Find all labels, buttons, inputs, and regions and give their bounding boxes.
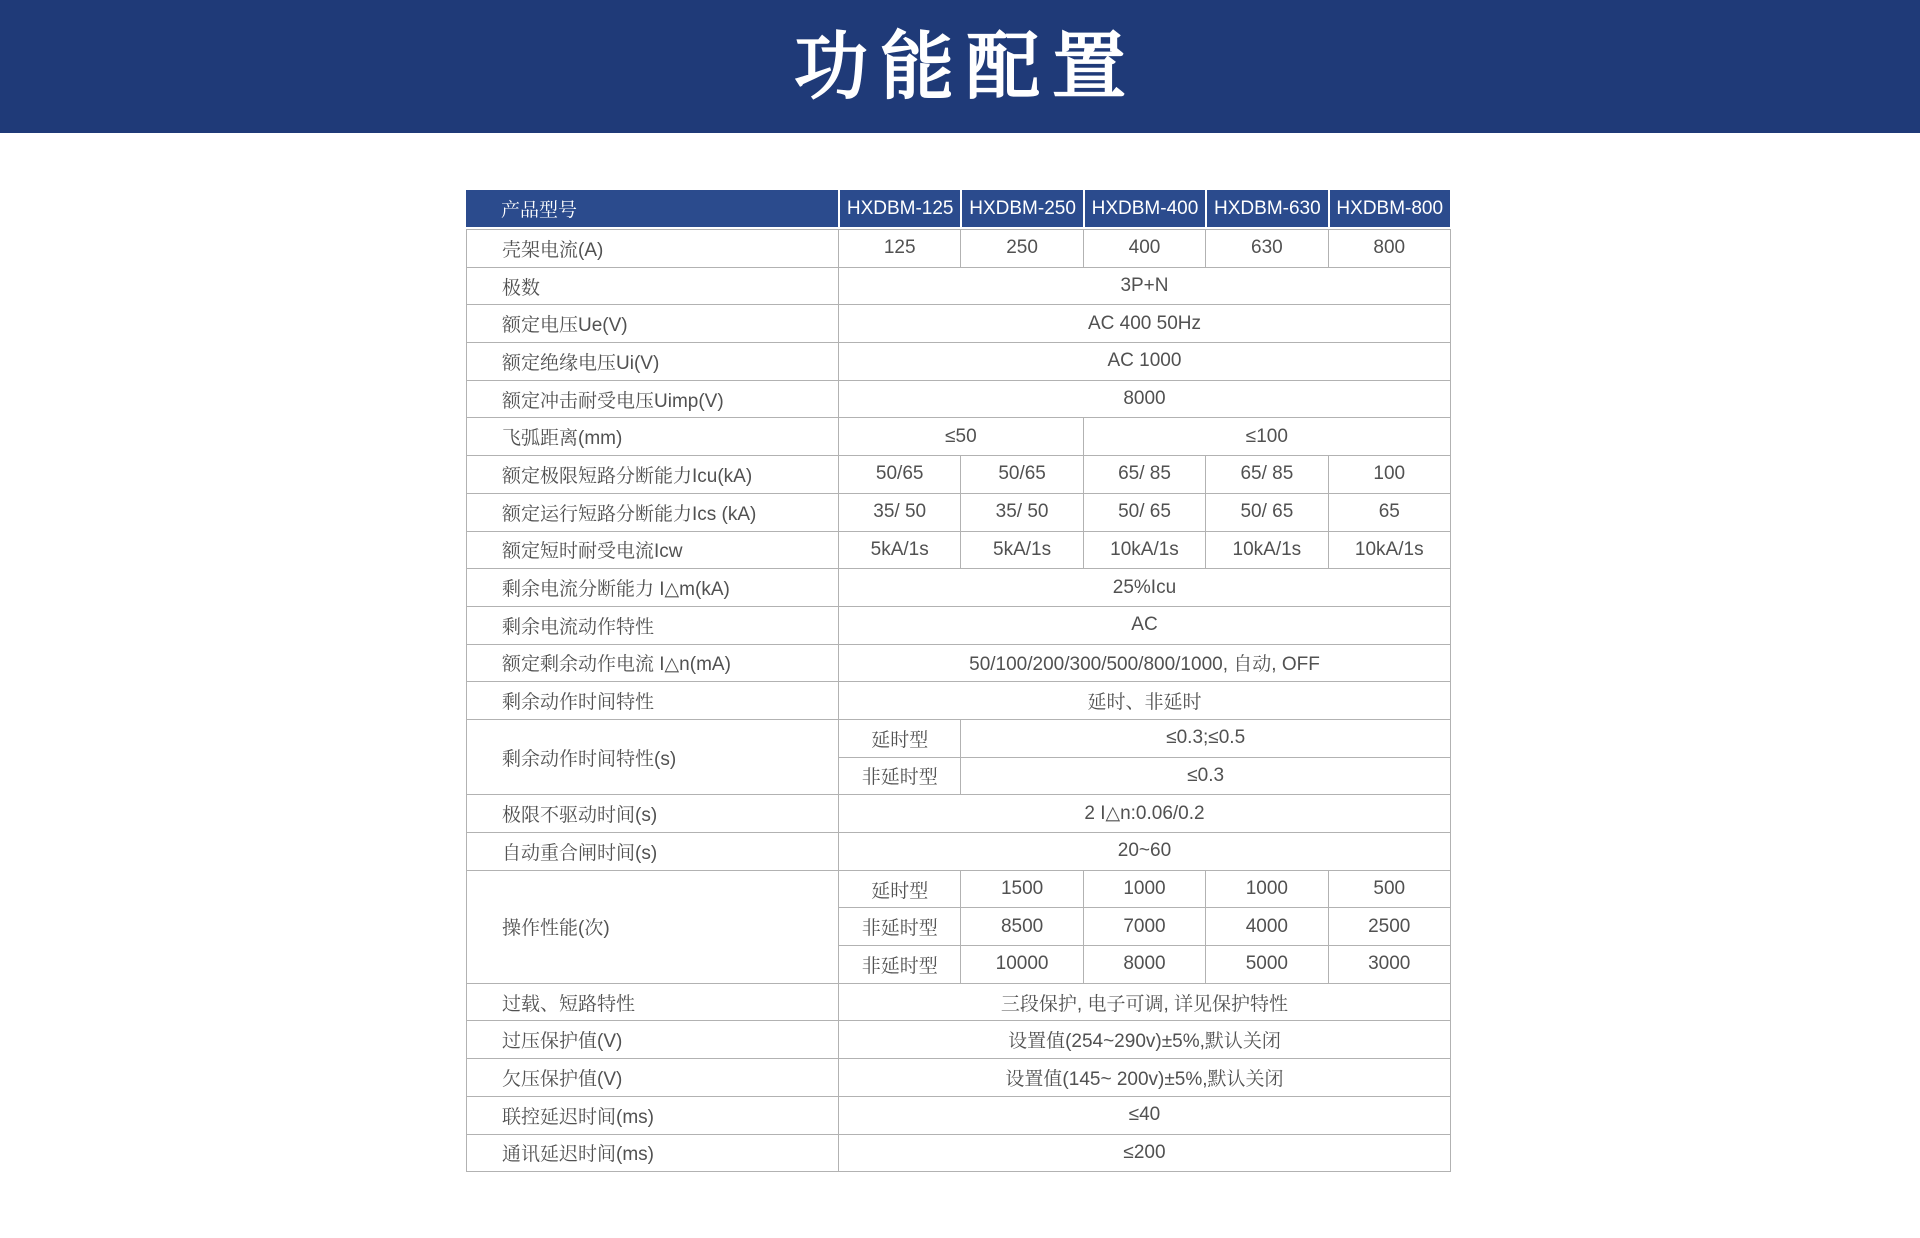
table-row [467,870,1451,908]
table-header-row [466,190,1450,227]
value-cell: AC [839,606,1451,644]
spec-table-container [466,190,1450,1172]
value-cell: 10000 [961,946,1083,984]
table-row [467,380,1451,418]
value-cell: 10kA/1s [1206,531,1328,569]
row-label: 欠压保护值(V) [467,1059,839,1097]
row-label: 飞弧距离(mm) [467,418,839,456]
row-label: 自动重合闸时间(s) [467,833,839,871]
value-cell: 1000 [1206,870,1328,908]
value-cell: 三段保护, 电子可调, 详见保护特性 [839,983,1451,1021]
table-row [467,833,1451,871]
value-cell: AC 400 50Hz [839,305,1451,343]
value-cell: 设置值(145~ 200v)±5%,默认关闭 [839,1059,1451,1097]
value-cell: 630 [1206,230,1328,268]
value-cell: 8000 [1083,946,1205,984]
row-label: 极数 [467,267,839,305]
column-header: HXDBM-800 [1328,190,1450,227]
row-label: 额定绝缘电压Ui(V) [467,343,839,381]
column-header: HXDBM-125 [838,190,960,227]
value-cell: 延时、非延时 [839,682,1451,720]
value-cell: 5kA/1s [839,531,961,569]
table-row [467,1134,1451,1172]
column-header: HXDBM-400 [1083,190,1205,227]
table-row [467,569,1451,607]
row-label: 过压保护值(V) [467,1021,839,1059]
value-cell: ≤50 [839,418,1084,456]
value-cell: 设置值(254~290v)±5%,默认关闭 [839,1021,1451,1059]
table-row [467,343,1451,381]
row-label: 通讯延迟时间(ms) [467,1134,839,1172]
value-cell: AC 1000 [839,343,1451,381]
column-header: HXDBM-250 [960,190,1082,227]
value-cell: 50/ 65 [1206,493,1328,531]
value-cell: 800 [1328,230,1450,268]
value-cell: ≤100 [1083,418,1450,456]
value-cell: 65/ 85 [1083,456,1205,494]
sub-row-label: 延时型 [839,719,961,757]
table-row [467,1021,1451,1059]
row-label: 壳架电流(A) [467,230,839,268]
row-label: 额定冲击耐受电压Uimp(V) [467,380,839,418]
value-cell: 125 [839,230,961,268]
row-label: 额定运行短路分断能力Ics (kA) [467,493,839,531]
table-row [467,230,1451,268]
row-label: 过载、短路特性 [467,983,839,1021]
table-row [467,456,1451,494]
table-row [467,606,1451,644]
value-cell: 50/65 [839,456,961,494]
row-label: 额定电压Ue(V) [467,305,839,343]
sub-row-label: 非延时型 [839,946,961,984]
page-title: 功能配置 [794,24,1138,108]
value-cell: 1500 [961,870,1083,908]
value-cell: 4000 [1206,908,1328,946]
spec-table [466,229,1451,1172]
table-row [467,682,1451,720]
value-cell: 3P+N [839,267,1451,305]
value-cell: 50/65 [961,456,1083,494]
row-label: 剩余动作时间特性 [467,682,839,720]
value-cell: ≤200 [839,1134,1451,1172]
value-cell: 1000 [1083,870,1205,908]
value-cell: 65 [1328,493,1450,531]
table-row [467,1096,1451,1134]
value-cell: 50/100/200/300/500/800/1000, 自动, OFF [839,644,1451,682]
value-cell: 2500 [1328,908,1450,946]
value-cell: 400 [1083,230,1205,268]
column-header: HXDBM-630 [1205,190,1327,227]
sub-row-label: 非延时型 [839,757,961,795]
value-cell: 500 [1328,870,1450,908]
table-row [467,418,1451,456]
value-cell: 8500 [961,908,1083,946]
value-cell: 10kA/1s [1328,531,1450,569]
sub-row-label: 非延时型 [839,908,961,946]
table-row [467,493,1451,531]
value-cell: 35/ 50 [961,493,1083,531]
value-cell: 2 I△n:0.06/0.2 [839,795,1451,833]
row-label: 极限不驱动时间(s) [467,795,839,833]
value-cell: ≤0.3;≤0.5 [961,719,1451,757]
sub-row-label: 延时型 [839,870,961,908]
value-cell: 5kA/1s [961,531,1083,569]
value-cell: 35/ 50 [839,493,961,531]
value-cell: 10kA/1s [1083,531,1205,569]
value-cell: 8000 [839,380,1451,418]
row-label: 操作性能(次) [467,870,839,983]
value-cell: 25%Icu [839,569,1451,607]
column-header-product-model: 产品型号 [466,190,838,227]
value-cell: 100 [1328,456,1450,494]
row-label: 额定剩余动作电流 I△n(mA) [467,644,839,682]
value-cell: 5000 [1206,946,1328,984]
value-cell: 65/ 85 [1206,456,1328,494]
value-cell: 50/ 65 [1083,493,1205,531]
table-row [467,531,1451,569]
title-banner [0,0,1920,133]
table-row [467,983,1451,1021]
row-label: 额定短时耐受电流Icw [467,531,839,569]
row-label: 剩余动作时间特性(s) [467,719,839,794]
table-row [467,644,1451,682]
table-row [467,305,1451,343]
value-cell: 7000 [1083,908,1205,946]
row-label: 联控延迟时间(ms) [467,1096,839,1134]
table-row [467,267,1451,305]
value-cell: 20~60 [839,833,1451,871]
table-row [467,719,1451,757]
value-cell: 3000 [1328,946,1450,984]
value-cell: ≤0.3 [961,757,1451,795]
value-cell: ≤40 [839,1096,1451,1134]
table-row [467,795,1451,833]
row-label: 剩余电流分断能力 I△m(kA) [467,569,839,607]
table-row [467,1059,1451,1097]
table-body [467,230,1451,1172]
row-label: 额定极限短路分断能力Icu(kA) [467,456,839,494]
value-cell: 250 [961,230,1083,268]
row-label: 剩余电流动作特性 [467,606,839,644]
